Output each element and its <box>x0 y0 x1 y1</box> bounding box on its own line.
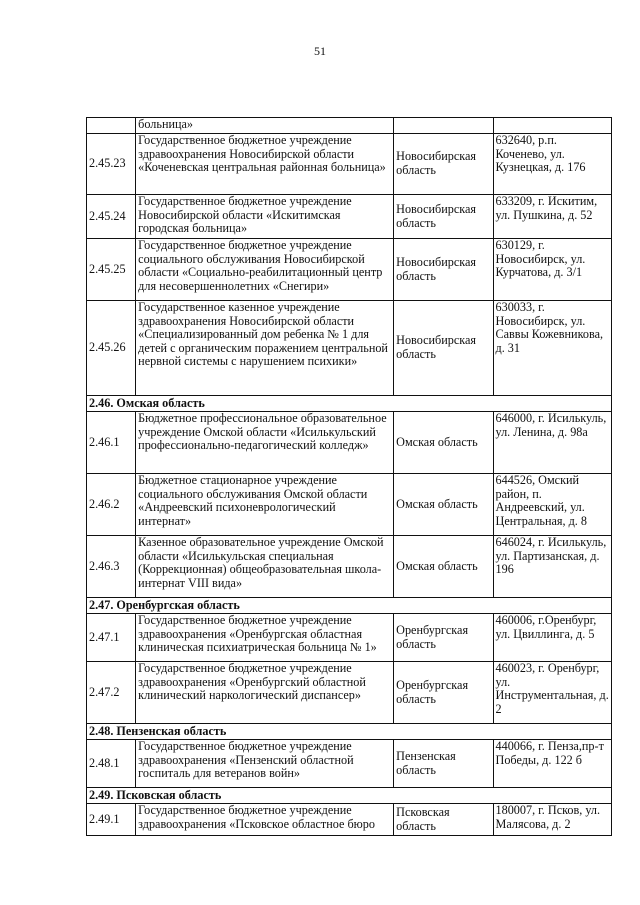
region-name: Пензенская область <box>394 740 493 788</box>
institution-name: Государственное бюджетное учреждение здравоохранения «Псковское областное бюро <box>136 804 394 836</box>
region-name: Омская область <box>394 536 493 598</box>
section-title: 2.47. Оренбургская область <box>87 598 612 614</box>
row-number: 2.48.1 <box>87 740 136 788</box>
address: 633209, г. Искитим, ул. Пушкина, д. 52 <box>493 195 611 239</box>
region-name: Оренбургская область <box>394 614 493 662</box>
row-number: 2.45.23 <box>87 134 136 195</box>
region-name: Омская область <box>394 412 493 474</box>
section-row <box>87 598 612 614</box>
address: 440066, г. Пенза,пр-т Победы, д. 122 б <box>493 740 611 788</box>
institution-name: Государственное казенное учреждение здравоохранения Новосибирской области «Специализированный дом ребенка № 1 для детей с органическим поражением центральной нервной системы с нарушением психики» <box>136 301 394 396</box>
institution-name: Государственное бюджетное учреждение Новосибирской области «Искитимская городская больница» <box>136 195 394 239</box>
row-number: 2.47.1 <box>87 614 136 662</box>
table-row <box>87 134 612 195</box>
region-name: Омская область <box>394 474 493 536</box>
table-row <box>87 474 612 536</box>
institution-name: Государственное бюджетное учреждение здравоохранения «Оренбургский областной клинический наркологический диспансер» <box>136 662 394 724</box>
region-name: Оренбургская область <box>394 662 493 724</box>
section-row <box>87 396 612 412</box>
table-row <box>87 301 612 396</box>
row-number: 2.49.1 <box>87 804 136 836</box>
address: 646024, г. Исилькуль, ул. Партизанская, д. 196 <box>493 536 611 598</box>
row-number: 2.45.26 <box>87 301 136 396</box>
region-name: Новосибирская область <box>394 134 493 195</box>
address: 460023, г. Оренбург, ул. Инструментальная, д. 2 <box>493 662 611 724</box>
page-number: 51 <box>314 44 326 58</box>
institution-name: Государственное бюджетное учреждение здравоохранения «Пензенский областной госпиталь для ветеранов войн» <box>136 740 394 788</box>
table-row <box>87 536 612 598</box>
row-number: 2.46.3 <box>87 536 136 598</box>
region-name: Новосибирская область <box>394 195 493 239</box>
institution-name: Бюджетное профессиональное образовательное учреждение Омской области «Исилькульский профессионально-педагогический колледж» <box>136 412 394 474</box>
table-row <box>87 662 612 724</box>
row-number: 2.46.1 <box>87 412 136 474</box>
region-name: Новосибирская область <box>394 239 493 301</box>
region-name <box>394 118 493 134</box>
address: 632640, р.п. Коченево, ул. Кузнецкая, д. 176 <box>493 134 611 195</box>
table-row <box>87 614 612 662</box>
section-title: 2.46. Омская область <box>87 396 612 412</box>
section-title: 2.48. Пензенская область <box>87 724 612 740</box>
section-row <box>87 724 612 740</box>
region-name: Псковская область <box>394 804 493 836</box>
row-number: 2.45.24 <box>87 195 136 239</box>
institution-name: Бюджетное стационарное учреждение социального обслуживания Омской области «Андреевский психоневрологический интернат» <box>136 474 394 536</box>
institution-name: Казенное образовательное учреждение Омской области «Исилькульская специальная (Коррекционная) общеобразовательная школа-интернат VIII вида» <box>136 536 394 598</box>
table-row <box>87 804 612 836</box>
row-number: 2.46.2 <box>87 474 136 536</box>
table-row <box>87 412 612 474</box>
address: 180007, г. Псков, ул. Малясова, д. 2 <box>493 804 611 836</box>
institution-name: Государственное бюджетное учреждение социального обслуживания Новосибирской области «Социально-реабилитационный центр для несовершеннолетних «Снегири» <box>136 239 394 301</box>
address <box>493 118 611 134</box>
institutions-table <box>86 117 612 836</box>
institution-name: Государственное бюджетное учреждение здравоохранения Новосибирской области «Коченевская центральная районная больница» <box>136 134 394 195</box>
institution-name: Государственное бюджетное учреждение здравоохранения «Оренбургская областная клиническая психиатрическая больница № 1» <box>136 614 394 662</box>
institution-name: больница» <box>136 118 394 134</box>
row-number: 2.47.2 <box>87 662 136 724</box>
address: 646000, г. Исилькуль, ул. Ленина, д. 98а <box>493 412 611 474</box>
table-row <box>87 740 612 788</box>
section-row <box>87 788 612 804</box>
table-row <box>87 239 612 301</box>
table-row <box>87 118 612 134</box>
address: 630129, г. Новосибирск, ул. Курчатова, д. 3/1 <box>493 239 611 301</box>
row-number <box>87 118 136 134</box>
address: 460006, г.Оренбург, ул. Цвиллинга, д. 5 <box>493 614 611 662</box>
table-row <box>87 195 612 239</box>
address: 644526, Омский район, п. Андреевский, ул. Центральная, д. 8 <box>493 474 611 536</box>
row-number: 2.45.25 <box>87 239 136 301</box>
address: 630033, г. Новосибирск, ул. Саввы Кожевникова, д. 31 <box>493 301 611 396</box>
section-title: 2.49. Псковская область <box>87 788 612 804</box>
region-name: Новосибирская область <box>394 301 493 396</box>
